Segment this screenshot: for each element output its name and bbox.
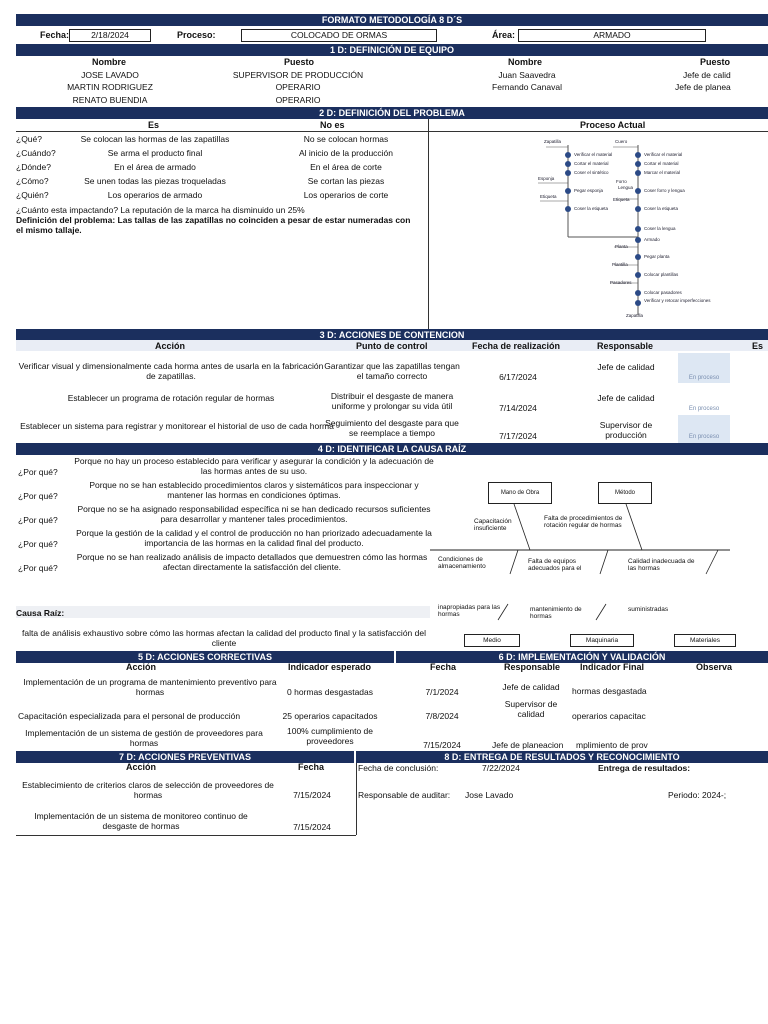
category-materiales: Materiales [674, 634, 736, 647]
es-cell: Los operarios de armado [107, 190, 203, 200]
expected-indicator: 100% cumplimiento de proveedores [287, 726, 373, 746]
root-cause-text: falta de análisis exhaustivo sobre cómo las hormas afectan la calidad del producto final y la satisfacción del cliente [22, 628, 426, 648]
category-medio: Medio [464, 634, 520, 647]
d5-col-indicador: Indicador esperado [288, 662, 372, 672]
cause-label: Calidad inadecuada de las hormas [628, 558, 695, 572]
proceso-label: Proceso: [177, 30, 216, 40]
process-flowchart [538, 137, 722, 322]
cause-label: Capacitación insuficiente [474, 518, 512, 532]
why-label: ¿Por qué? [18, 539, 58, 549]
d5-col-accion: Acción [126, 662, 157, 672]
d6-title: 6 D: IMPLEMENTACIÓN Y VALIDACIÓN [396, 651, 768, 663]
contention-date: 6/17/2024 [499, 372, 537, 382]
flow-step: Colocar pasadores [644, 290, 682, 295]
contention-action: Establecer un sistema para registrar y monitorear el historial de uso de cada horma [20, 421, 334, 431]
cause-label: mantenimiento de hormas [530, 606, 582, 620]
q-label: ¿Qué? [16, 134, 42, 144]
why-answer: Porque la gestión de la calidad y el control de producción no han priorizado adecuadamente la importancia de las hormas en la calidad final del producto. [76, 528, 432, 548]
flow-step: Marcar el material [644, 170, 681, 175]
flow-input-label: Pasadores [610, 280, 632, 285]
expected-indicator: 0 hormas desgastadas [287, 687, 373, 697]
q-label: ¿Cuándo? [16, 148, 56, 158]
contention-action: Establecer un programa de rotación regular de hormas [67, 393, 275, 403]
final-indicator: hormas desgastada [572, 686, 647, 696]
d5-title: 5 D: ACCIONES CORRECTIVAS [16, 651, 394, 663]
es-cell: Se colocan las hormas de las zapatillas [80, 134, 230, 144]
d7-col-accion: Acción [126, 762, 157, 772]
flow-input-label: Plantilla [612, 262, 628, 267]
d7-title: 7 D: ACCIONES PREVENTIVAS [16, 751, 354, 763]
team-member-name: MARTIN RODRIGUEZ [67, 82, 153, 92]
noes-cell: Se cortan las piezas [307, 176, 385, 186]
why-answer: Porque no se han establecido procedimientos claros y sistemáticos para inspeccionar y mantener las hormas en condiciones óptimas. [89, 480, 419, 500]
contention-control: Distribuir el desgaste de manera uniforme y prolongar su vida útil [330, 391, 454, 411]
fecha-label: Fecha: [40, 30, 70, 40]
d2-col-proceso: Proceso Actual [580, 120, 646, 130]
flow-input-label: Zapatilla [544, 139, 562, 144]
why-label: ¿Por qué? [18, 467, 58, 477]
flow-input-label: Forro [616, 179, 627, 184]
flow-step: Coser forro y lengua [644, 188, 685, 193]
auditor-label: Responsable de auditar: [358, 790, 451, 800]
final-indicator: mplimiento de prov [576, 740, 648, 750]
why-answer: Porque no se ha asignado responsabilidad específica ni se han dedicado recursos suficientes para desarrollar y mantener tales procedimientos. [77, 504, 431, 524]
why-label: ¿Por qué? [18, 491, 58, 501]
cause-label: Falta de equipos adecuados para el [528, 558, 582, 572]
flow-step: Coser el sintético [574, 170, 609, 175]
flow-step: Cortar el material [574, 161, 609, 166]
why-answer: Porque no se han realizado análisis de impacto detallados que demuestren cómo las hormas afectan directamente la satisfacción del cliente. [76, 552, 428, 572]
d6-col-resp: Responsable [504, 662, 561, 672]
final-indicator: operarios capacitac [572, 711, 646, 721]
contention-control: Seguimiento del desgaste para que se reemplace a tiempo [325, 418, 459, 438]
conclusion-label: Fecha de conclusión: [358, 763, 439, 773]
problem-definition: Definición del problema: Las tallas de las zapatillas no coinciden a pesar de estar numeradas con el mismo tallaje. [16, 215, 411, 235]
why-answer: Porque no hay un proceso establecido para verificar y asegurar la condición y la adecuación de las hormas antes de su uso. [74, 456, 434, 476]
d1-col-puesto-2: Puesto [700, 57, 731, 67]
auditor-name: Jose Lavado [465, 790, 514, 800]
q-label: ¿Dónde? [16, 162, 51, 172]
contention-control: Garantizar que las zapatillas tengan el tamaño correcto [324, 361, 460, 381]
area-field[interactable]: ARMADO [518, 29, 706, 42]
d3-col-estado: Es [752, 341, 764, 351]
team-member-role: SUPERVISOR DE PRODUCCIÓN [232, 70, 364, 80]
area-label: Área: [492, 30, 516, 40]
d3-col-resp: Responsable [597, 341, 654, 351]
flow-input-label: Lengua [618, 185, 634, 190]
flow-step: Verificar el material [644, 152, 683, 157]
preventive-action: Implementación de un sistema de monitoreo continuo de desgaste de hormas [34, 811, 248, 831]
proceso-field[interactable]: COLOCADO DE ORMAS [241, 29, 437, 42]
contention-date: 7/17/2024 [499, 431, 537, 441]
team-member-role: OPERARIO [275, 95, 321, 105]
noes-cell: En el área de corte [310, 162, 382, 172]
flow-step: Coser la etiqueta [574, 206, 609, 211]
period-text: Periodo: 2024-; [668, 790, 727, 800]
contention-owner: Jefe de calidad [597, 393, 655, 403]
flow-step: Pegar esponja [574, 188, 604, 193]
d7-col-fecha: Fecha [298, 762, 325, 772]
contention-date: 7/14/2024 [499, 403, 537, 413]
category-mano-obra: Mano de Obra [488, 482, 552, 504]
why-label: ¿Por qué? [18, 563, 58, 573]
flow-step: Armado [644, 237, 660, 242]
contention-action: Verificar visual y dimensionalmente cada horma antes de usarla en la fabricación de zapatillas. [18, 361, 324, 381]
team-member-name: JOSE LAVADO [81, 70, 139, 80]
es-cell: En el área de armado [114, 162, 196, 172]
root-cause-label: Causa Raíz: [16, 608, 65, 618]
corrective-date: 7/15/2024 [423, 740, 461, 750]
flow-step: Pegar planta [644, 254, 670, 259]
team-member-role: Jefe de calid [683, 70, 731, 80]
noes-cell: No se colocan hormas [303, 134, 389, 144]
expected-indicator: 25 operarios capacitados [282, 711, 378, 721]
cause-label: inapropiadas para las hormas [438, 604, 501, 618]
d3-title: 3 D: ACCIONES DE CONTENCION [16, 329, 768, 341]
noes-cell: Los operarios de corte [303, 190, 389, 200]
flow-input-label: Cuero [615, 139, 628, 144]
category-metodo: Método [598, 482, 652, 504]
d2-col-es: Es [148, 120, 160, 130]
status-badge: En proceso [688, 406, 720, 412]
category-maquinaria: Maquinaria [570, 634, 634, 647]
es-cell: Se unen todas las piezas troqueladas [84, 176, 226, 186]
preventive-date: 7/15/2024 [293, 822, 331, 832]
d6-col-obs: Observa [696, 662, 733, 672]
contention-owner: Jefe de calidad [597, 362, 655, 372]
d2-title: 2 D: DEFINICIÓN DEL PROBLEMA [16, 107, 768, 119]
d1-col-puesto: Puesto [284, 57, 315, 67]
flow-step: Coser la lengua [644, 226, 676, 231]
team-member-role: OPERARIO [275, 82, 321, 92]
flow-input-label: Planta [615, 244, 628, 249]
cause-label: Falta de procedimientos de rotación regular de hormas [544, 515, 623, 529]
corrective-action: Implementación de un sistema de gestión de proveedores para hormas [25, 728, 263, 748]
ishikawa-diagram [430, 470, 740, 650]
corrective-date: 7/1/2024 [425, 687, 459, 697]
impl-owner: Jefe de calidad [502, 682, 560, 692]
conclusion-date: 7/22/2024 [482, 763, 520, 773]
team-member-role: Jefe de planea [675, 82, 731, 92]
status-badge: En proceso [678, 415, 730, 443]
corrective-action: Implementación de un programa de mantenimiento preventivo para hormas [23, 677, 277, 697]
flow-input-label: Esponja [538, 176, 555, 181]
flow-input-label: Etiqueta [613, 197, 630, 202]
contention-owner: Supervisor de producción [599, 420, 653, 440]
corrective-date: 7/8/2024 [425, 711, 459, 721]
impl-owner: Jefe de planeacion [492, 740, 564, 750]
d1-title: 1 D: DEFINICIÓN DE EQUIPO [16, 44, 768, 56]
d6-col-ind: Indicador Final [580, 662, 645, 672]
d8-title: 8 D: ENTREGA DE RESULTADOS Y RECONOCIMIENTO [356, 751, 768, 763]
d1-col-nombre: Nombre [92, 57, 127, 67]
impl-owner: Supervisor de calidad [504, 699, 558, 719]
cause-label: Condiciones de almacenamiento [438, 556, 486, 570]
impact-text: ¿Cuánto esta impactando? La reputación de la marca ha disminuido un 25% [16, 205, 305, 215]
delivery-label: Entrega de resultados: [598, 763, 691, 773]
q-label: ¿Quién? [16, 190, 49, 200]
cause-label: suministradas [628, 606, 669, 613]
d2-col-noes: No es [320, 120, 345, 130]
form-title: FORMATO METODOLOGÍA 8 D´S [16, 14, 768, 26]
preventive-action: Establecimiento de criterios claros de selección de proveedores de hormas [22, 780, 274, 800]
status-badge: En proceso [678, 353, 730, 383]
flow-step: Verificar y retocar imperfecciones [644, 298, 711, 303]
flow-step: Colocar plantillas [644, 272, 679, 277]
d1-col-nombre-2: Nombre [508, 57, 543, 67]
d3-col-fecha: Fecha de realización [472, 341, 561, 351]
es-cell: Se arma el producto final [107, 148, 203, 158]
team-member-name: Juan Saavedra [498, 70, 556, 80]
why-label: ¿Por qué? [18, 515, 58, 525]
team-member-name: Fernando Canaval [492, 82, 562, 92]
noes-cell: Al inicio de la producción [298, 148, 394, 158]
d3-col-punto: Punto de control [356, 341, 428, 351]
flow-step: Verificar el material [574, 152, 613, 157]
flow-output-label: Zapatilla [626, 313, 644, 318]
team-member-name: RENATO BUENDIA [72, 95, 148, 105]
d4-title: 4 D: IDENTIFICAR LA CAUSA RAÍZ [16, 443, 768, 455]
flow-step: Coser la etiqueta [644, 206, 679, 211]
corrective-action: Capacitación especializada para el personal de producción [18, 711, 241, 721]
fecha-field[interactable]: 2/18/2024 [69, 29, 151, 42]
flow-step: Cortar el material [644, 161, 679, 166]
d5-col-fecha: Fecha [430, 662, 457, 672]
d3-col-accion: Acción [155, 341, 186, 351]
preventive-date: 7/15/2024 [293, 790, 331, 800]
q-label: ¿Cómo? [16, 176, 49, 186]
flow-input-label: Etiqueta [540, 194, 557, 199]
